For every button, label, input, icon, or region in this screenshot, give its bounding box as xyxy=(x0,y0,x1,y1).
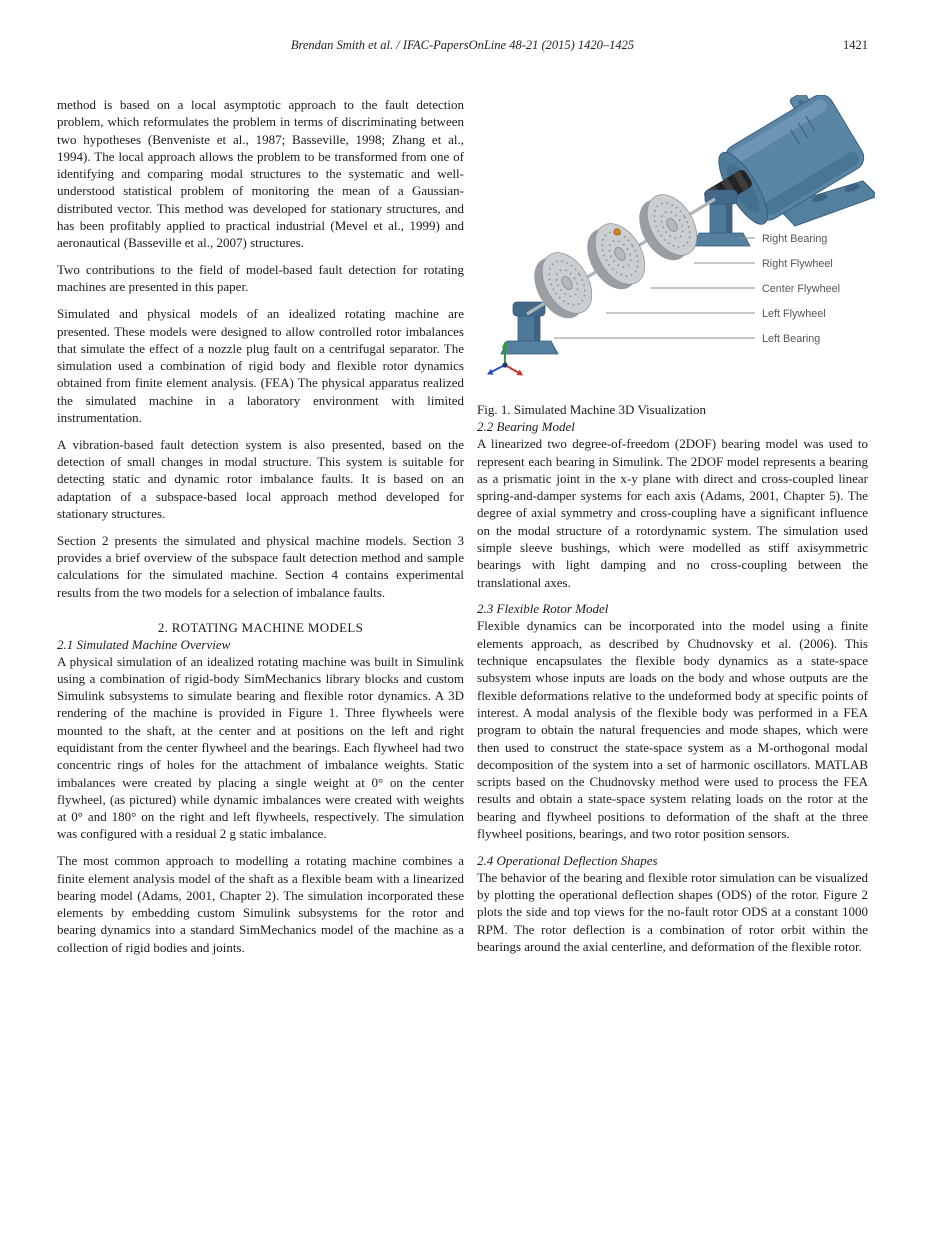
subsection-heading-2-2: 2.2 Bearing Model xyxy=(477,419,575,435)
citation-line: Brendan Smith et al. / IFAC-PapersOnLine 48-21 (2015) 1420–1425 xyxy=(290,38,635,52)
subsection-heading-2-1: 2.1 Simulated Machine Overview xyxy=(57,636,231,652)
figure-3d-visualization xyxy=(465,95,875,395)
body-paragraph: A linearized two degree-of-freedom (2DOF) bearing model was used to represent each bearing in Simulink. The 2DOF model represents a bearing as a prismatic joint in the x-y plane with direct and cross-coupled linear spring-and-damper systems for each axis (Adams, 2001, Chapter 5). The degree of axial symmetry and cross-coupling have a significant influence on the modal structure of a rotordynamic system. The simulation used simple sleeve bushings, which were modelled as stiff axisymmetric bearings with light damping and no cross-coupling between the translational axes. xyxy=(477,436,868,590)
imbalance-weight xyxy=(614,229,620,235)
body-paragraph: Two contributions to the field of model-based fault detection for rotating machines are presented in this paper. xyxy=(57,262,464,295)
left-column xyxy=(57,96,464,966)
running-head xyxy=(57,38,868,53)
body-paragraph: method is based on a local asymptotic approach to the fault detection problem, which reformulates the problem in terms of discriminating between two hypotheses (Benveniste et al., 1987; Basseville, 1998; Zhang et al., 1994). The local approach allows the problem to be transformed from one of identifying and comparing modal structures to the systematic and well-understood statistical problem of monitoring the mean of a Gaussian-distributed vector. This method was developed for stationary structures, and has been profitably applied to practical industrial (Mevel et al., 1999) and aeronautical (Basseville et al., 2007) structures. xyxy=(57,97,464,251)
subsection-heading-2-4: 2.4 Operational Deflection Shapes xyxy=(477,852,658,868)
figure-1 xyxy=(465,95,875,395)
section-heading-rotating-machine-models: 2. ROTATING MACHINE MODELS xyxy=(157,619,364,635)
subsection-heading-2-3: 2.3 Flexible Rotor Model xyxy=(477,601,609,617)
body-paragraph: A vibration-based fault detection system is also presented, based on the detection of small changes in modal structure. This system is suitable for detecting static and dynamic rotor imbalance faults. It is based on an adaptation of a subspace-based local approach method developed for stationary structures. xyxy=(57,436,464,522)
body-paragraph: The behavior of the bearing and flexible rotor simulation can be visualized by plotting the operational deflection shapes (ODS) of the rotor. Figure 2 plots the side and top views for the no-fault rotor ODS at a constant 1000 RPM. The rotor deflection is a combination of rotor orbit within the bearings around the axial centerline, and deformation of the flexible rotor. xyxy=(477,869,868,955)
figure-label-right-flywheel: Right Flywheel xyxy=(762,258,833,270)
body-paragraph: The most common approach to modelling a rotating machine combines a finite element analysis model of the shaft as a flexible beam with a linearized bearing model (Adams, 2001, Chapter 2). The simulation incorporated these elements by embedding custom Simulink subsystems for the rotor and bearing dynamics into a standard SimMechanics model of the machine as a collection of rigid bodies and joints. xyxy=(57,853,464,955)
figure-label-left-bearing: Left Bearing xyxy=(762,333,821,345)
left-bearing xyxy=(501,302,558,354)
figure-label-left-flywheel: Left Flywheel xyxy=(762,308,826,320)
body-paragraph: Flexible dynamics can be incorporated into the model using a finite elements approach, as described by Chudnovsky et al. (2006). This technique encapsulates the flexible body dynamics as a state-space subsystem whose inputs are loads on the body and whose outputs are the flexible deformations relative to the undeformed body at specific points of interest. A modal analysis of the flexible body was performed in a FEA program to obtain the natural frequencies and mode shapes, which were then used to construct the state-space system as a M-orthogonal modal decomposition of the system into a set of harmonic oscillators. MATLAB scripts based on the Chudnovsky method were used to process the FEA results and obtain a state-space system relating loads on the rotor at the bearing and flywheel positions to deformation of the shaft at the three flywheel positions, bearings, and two rotor position sensors. xyxy=(477,618,868,842)
right-column xyxy=(477,398,868,965)
figure-label-right-bearing: Right Bearing xyxy=(762,233,828,245)
figure-label-center-flywheel: Center Flywheel xyxy=(762,283,841,295)
page-number: 1421 xyxy=(843,38,868,52)
body-paragraph: A physical simulation of an idealized rotating machine was built in Simulink using a combination of rigid-body SimMechanics library blocks and custom Simulink subsystems to simulate bearing and flexible rotor dynamics. A 3D rendering of the machine is provided in Figure 1. Three flywheels were mounted to the shaft, at the center and at positions on the left and right equidistant from the center flywheel and the bearings. Each flywheel had two concentric rings of holes for the attachment of imbalance weights. Static imbalances were created by placing a single weight at 0° on the center flywheel, (as pictured) while dynamic imbalances were created with weights at 0° and 180° on the right and left flywheels, respectively. The simulation was configured with a residual 2 g static imbalance. xyxy=(57,653,464,842)
body-paragraph: Section 2 presents the simulated and physical machine models. Section 3 provides a brief overview of the subspace fault detection method and sample calculations for the simulated machine. Section 4 contains experimental results from the two models for a selection of imbalance faults. xyxy=(57,532,464,600)
body-paragraph: Simulated and physical models of an idealized rotating machine are presented. These models were designed to allow controlled rotor imbalances that simulate the effect of a nozzle plug fault on a centrifugal separator. The simulation used a combination of rigid body and flexible rotor dynamics obtained from finite element analysis. (FEA) The physical apparatus realized the simulated machine in a laboratory environment with limited instrumentation. xyxy=(57,306,464,426)
figure-caption: Fig. 1. Simulated Machine 3D Visualization xyxy=(477,402,706,417)
